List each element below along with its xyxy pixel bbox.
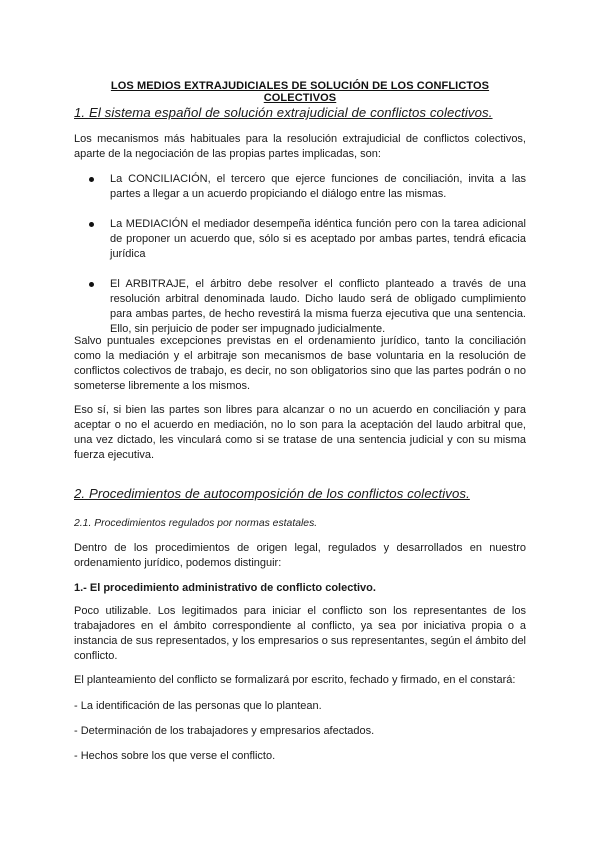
- bullet-dot-icon: [89, 282, 94, 287]
- section-1-heading: 1. El sistema español de solución extrajudicial de conflictos colectivos.: [74, 105, 493, 120]
- section-2-heading: 2. Procedimientos de autocomposición de los conflictos colectivos.: [74, 486, 470, 501]
- bullet-item-conciliacion: [74, 172, 526, 202]
- bullet-text: La CONCILIACIÓN, el tercero que ejerce funciones de conciliación, invita a las partes a llegar a un acuerdo propiciando el diálogo entre las mismas.: [110, 173, 526, 200]
- list-item: - Determinación de los trabajadores y empresarios afectados.: [74, 725, 375, 737]
- list-item: - La identificación de las personas que lo plantean.: [74, 700, 322, 712]
- document-title: LOS MEDIOS EXTRAJUDICIALES DE SOLUCIÓN DE LOS CONFLICTOS COLECTIVOS: [110, 80, 490, 104]
- list-item: - Hechos sobre los que verse el conflicto.: [74, 750, 276, 762]
- bullet-item-arbitraje: [74, 277, 526, 337]
- section-2-intro: Dentro de los procedimientos de origen legal, regulados y desarrollados en nuestro ordenamiento jurídico, podemos distinguir:: [74, 542, 526, 569]
- bullet-item-mediacion: [74, 217, 526, 262]
- bullet-list: [74, 172, 526, 337]
- section-1-paragraph-3: Eso sí, si bien las partes son libres para alcanzar o no un acuerdo en conciliación y para aceptar o no el acuerdo en mediación, no lo son para la aceptación del laudo arbitral que, una vez dictado, les vinculará como si se tratase de una sentencia judicial y con su misma fuerza ejecutiva.: [74, 404, 526, 461]
- point-1-title: 1.- El procedimiento administrativo de conflicto colectivo.: [74, 582, 376, 594]
- section-1-intro: Los mecanismos más habituales para la resolución extrajudicial de conflictos colectivos, aparte de la negociación de las propias partes implicadas, son:: [74, 133, 526, 160]
- point-1-paragraph-1: Poco utilizable. Los legitimados para iniciar el conflicto son los representantes de los trabajadores en el ámbito correspondiente al conflicto, ya sea por iniciativa propia o a instancia de sus representados, y los empresarios o sus representantes, según el ámbito del conflicto.: [74, 605, 526, 662]
- section-2-1-subheading: 2.1. Procedimientos regulados por normas estatales.: [74, 518, 318, 529]
- bullet-dot-icon: [89, 177, 94, 182]
- point-1-paragraph-2: El planteamiento del conflicto se formalizará por escrito, fechado y firmado, en el constará:: [74, 674, 516, 686]
- section-1-paragraph-2: Salvo puntuales excepciones previstas en el ordenamiento jurídico, tanto la conciliación como la mediación y el arbitraje son mecanismos de base voluntaria en la resolución de conflictos colectivos de trabajo, es decir, no son obligatorios sino que las partes podrán o no someterse libremente a los mismos.: [74, 335, 526, 392]
- bullet-text: La MEDIACIÓN el mediador desempeña idéntica función pero con la tarea adicional de proponer un acuerdo que, sólo si es aceptado por ambas partes, tendrá eficacia jurídica: [110, 218, 526, 260]
- bullet-text: El ARBITRAJE, el árbitro debe resolver el conflicto planteado a través de una resolución arbitral denominada laudo. Dicho laudo será de obligado cumplimiento para ambas partes, de hecho revestirá la misma fuerza ejecutiva que una sentencia. Ello, sin perjuicio de poder ser impugnado judicialmente.: [110, 278, 526, 335]
- bullet-dot-icon: [89, 222, 94, 227]
